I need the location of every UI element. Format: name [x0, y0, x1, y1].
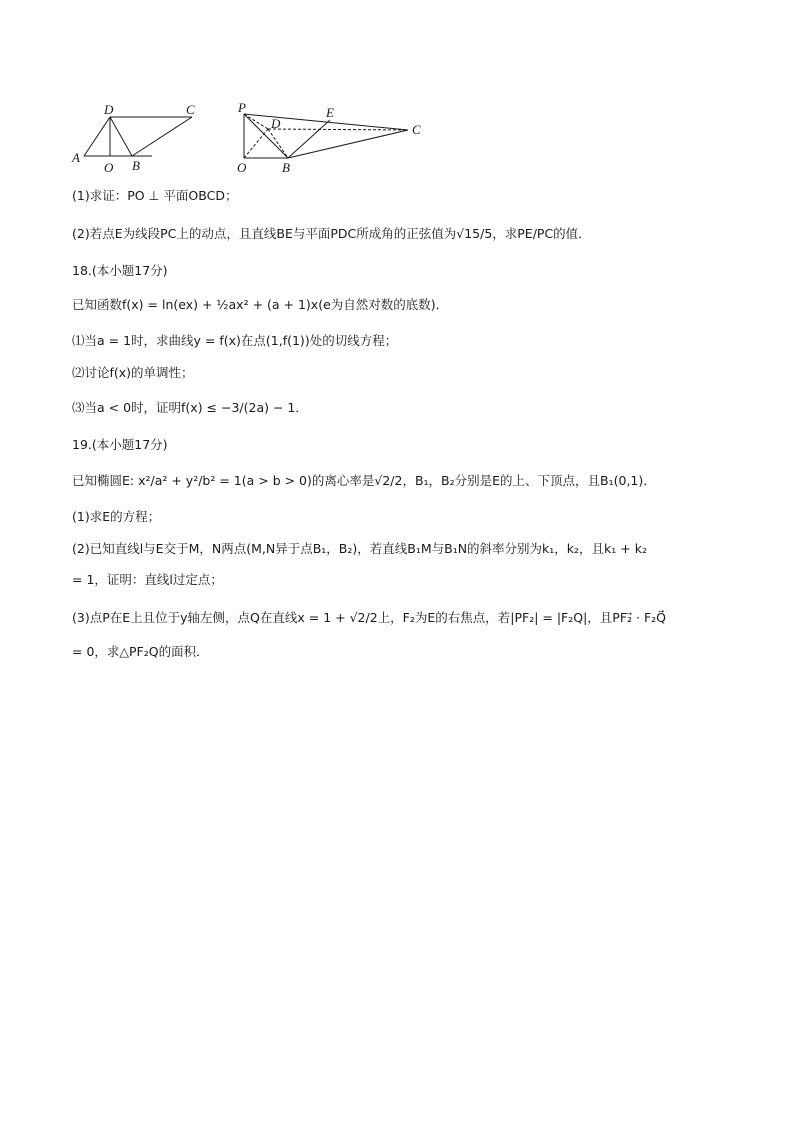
q18-stem: 已知函数f(x) = ln(ex) + ½ax² + (a + 1)x(e为自然对数的底数)． — [72, 297, 449, 312]
fig-left-label-d: D — [104, 102, 114, 117]
q17-part2: (2)若点E为线段PC上的动点，且直线BE与平面PDC所成角的正弦值为√15/5，求PE/PC的值． — [72, 226, 591, 241]
q19-heading: 19.(本小题17分) — [72, 437, 168, 452]
q18-part1: ⑴当a = 1时，求曲线y = f(x)在点(1,f(1))处的切线方程； — [72, 333, 398, 348]
q19-part3-cont: = 0，求△PF₂Q的面积． — [72, 644, 209, 659]
q18-heading: 18.(本小题17分) — [72, 263, 168, 278]
q19-part3: (3)点P在E上且位于y轴左侧，点Q在直线x = 1 + √2/2上，F₂为E的右焦点，若|PF₂| = |F₂Q|，且PF₂⃗ · F₂Q⃗ — [72, 610, 666, 625]
fig-left-label-a: A — [72, 150, 80, 165]
q19-part2-cont: = 1，证明：直线l过定点； — [72, 572, 223, 587]
trapezoid-figure — [68, 98, 208, 178]
fig-right-label-e: E — [326, 105, 334, 120]
q18-part3: ⑶当a < 0时，证明f(x) ≤ −3/(2a) − 1． — [72, 400, 308, 415]
q19-part1: (1)求E的方程； — [72, 509, 161, 524]
q17-part1: (1)求证：PO ⊥ 平面OBCD； — [72, 188, 238, 203]
fig-left-label-b: B — [132, 158, 140, 173]
pyramid-figure — [234, 98, 434, 178]
fig-left-label-c: C — [186, 102, 195, 117]
q18-part2: ⑵讨论f(x)的单调性； — [72, 365, 194, 380]
fig-left-label-o: O — [104, 160, 114, 175]
fig-right-label-c: C — [412, 122, 421, 137]
figures — [68, 98, 448, 178]
q19-stem: 已知椭圆E: x²/a² + y²/b² = 1(a > b > 0)的离心率是√2/2，B₁，B₂分别是E的上、下顶点，且B₁(0,1)． — [72, 473, 656, 488]
fig-right-label-b: B — [282, 160, 290, 175]
fig-right-label-d: D — [271, 116, 281, 131]
fig-right-label-o: O — [237, 160, 247, 175]
q19-part2: (2)已知直线l与E交于M，N两点(M,N异于点B₁，B₂)，若直线B₁M与B₁N的斜率分别为k₁，k₂，且k₁ + k₂ — [72, 541, 647, 556]
fig-right-label-p: P — [238, 100, 246, 115]
